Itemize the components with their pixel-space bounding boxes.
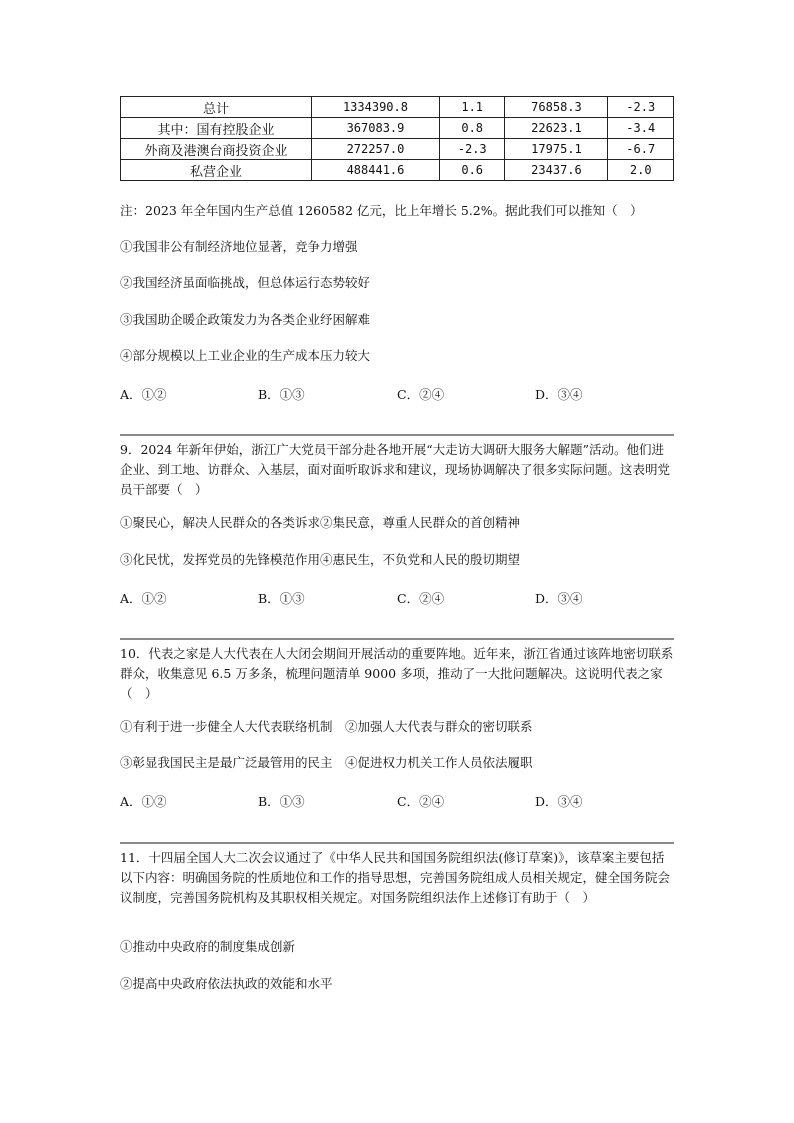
q10-options-line-1: ①有利于进一步健全人大代表联络机制 ②加强人大代表与群众的密切联系 [120,719,533,734]
table-cell: -3.4 [608,118,674,139]
question-divider [120,434,674,436]
table-cell: 1334390.8 [312,97,440,118]
industrial-stats-table [120,96,674,181]
table-cell: -2.3 [608,97,674,118]
q10-options-line-2: ③彰显我国民主是最广泛最管用的民主 ④促进权力机关工作人员依法履职 [120,755,533,770]
q9-choices [120,589,680,609]
choice-c: C．②④ [397,387,445,402]
table-cell: 17975.1 [505,139,608,160]
choice-d: D．③④ [535,591,583,606]
q9-options-line-1: ①聚民心，解决人民群众的各类诉求②集民意，尊重人民群众的首创精神 [120,515,521,530]
table-row [121,160,674,181]
table-cell: 367083.9 [312,118,440,139]
table-cell: 1.1 [439,97,505,118]
table-cell: 0.6 [439,160,505,181]
choice-d: D．③④ [535,794,583,809]
q9-options-line-2: ③化民忧，发挥党员的先锋模范作用④惠民生，不负党和人民的殷切期望 [120,552,521,567]
table-cell: -2.3 [439,139,505,160]
q8-note: 注：2023 年全年国内生产总值 1260582 亿元，比上年增长 5.2%。据此我们可以推知（ ） [120,203,643,218]
choice-c: C．②④ [397,591,445,606]
q9-stem: 9．2024 年新年伊始，浙江广大党员干部分赴各地开展“大走访大调研大服务大解题”活动。他们进企业、到工地、访群众、入基层，面对面听取诉求和建议，现场协调解决了很多实际问题。这表明党员干部要（ ） [120,442,671,497]
table-cell: 488441.6 [312,160,440,181]
q11-option-2: ②提高中央政府依法执政的效能和水平 [120,976,333,991]
q8-option-4: ④部分规模以上工业企业的生产成本压力较大 [120,348,371,363]
choice-a: A．①② [120,591,167,606]
choice-b: B．①③ [258,591,305,606]
table-cell: 272257.0 [312,139,440,160]
q10-choices [120,792,680,812]
q10-stem: 10．代表之家是人大代表在人大闭会期间开展活动的重要阵地。近年来，浙江省通过该阵地密切联系群众，收集意见 6.5 万多条，梳理问题清单 9000 多项，推动了一大批问题解决。这说明代表之家（ ） [120,646,674,701]
question-divider [120,842,674,844]
table-row [121,139,674,160]
q8-option-1: ①我国非公有制经济地位显著，竞争力增强 [120,239,358,254]
table-cell: 22623.1 [505,118,608,139]
choice-a: A．①② [120,794,167,809]
q8-choices [120,385,680,405]
table-cell: 0.8 [439,118,505,139]
table-row [121,97,674,118]
table-cell: 其中：国有控股企业 [121,118,312,139]
question-divider [120,638,674,640]
table-cell: 私营企业 [121,160,312,181]
table-cell: 总计 [121,97,312,118]
table-cell: 外商及港澳台商投资企业 [121,139,312,160]
table-row [121,118,674,139]
table-cell: 2.0 [608,160,674,181]
q8-option-2: ②我国经济虽面临挑战，但总体运行态势较好 [120,275,371,290]
table-cell: 23437.6 [505,160,608,181]
table-cell: -6.7 [608,139,674,160]
choice-b: B．①③ [258,794,305,809]
choice-d: D．③④ [535,387,583,402]
q11-option-1: ①推动中央政府的制度集成创新 [120,939,296,954]
table-cell: 76858.3 [505,97,608,118]
choice-b: B．①③ [258,387,305,402]
q11-stem: 11．十四届全国人大二次会议通过了《中华人民共和国国务院组织法(修订草案)》，该草案主要包括以下内容：明确国务院的性质地位和工作的指导思想，完善国务院组成人员相关规定，健全国务院会议制度，完善国务院机构及其职权相关规定。对国务院组织法作上述修订有助于（ ） [120,850,671,905]
choice-c: C．②④ [397,794,445,809]
q8-option-3: ③我国助企暖企政策发力为各类企业纾困解难 [120,312,371,327]
choice-a: A．①② [120,387,167,402]
